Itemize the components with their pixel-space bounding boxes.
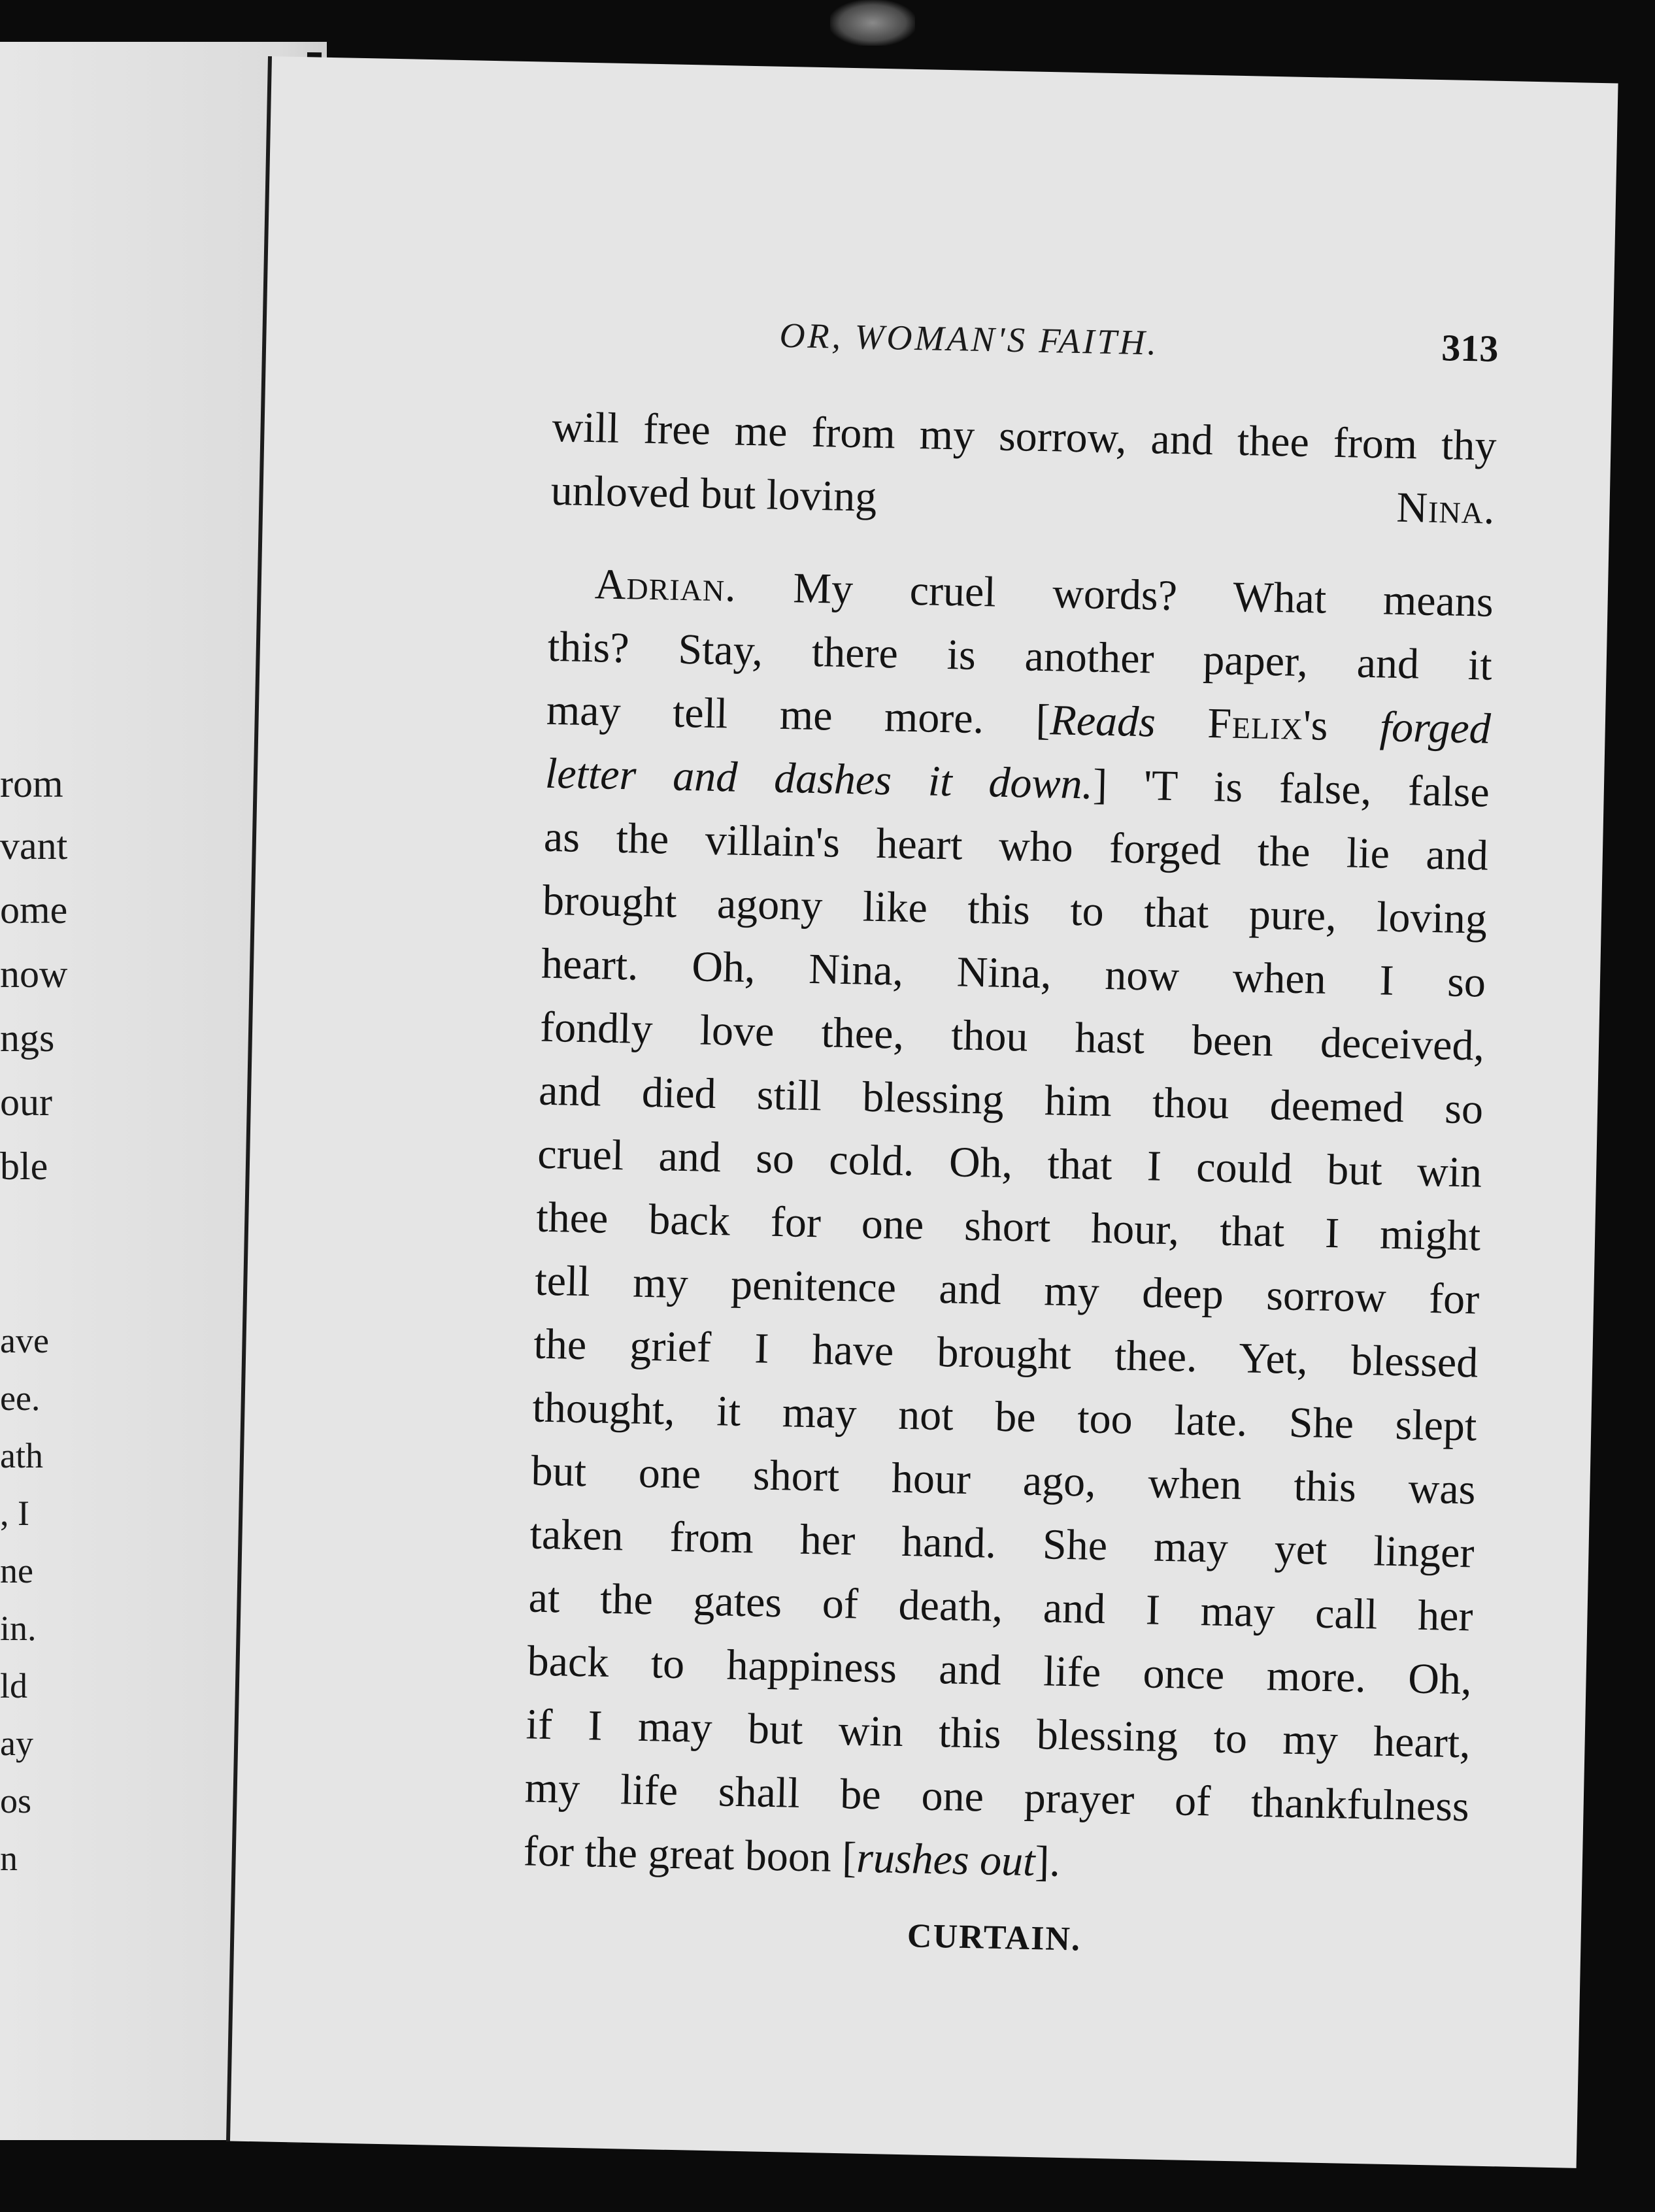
text-line: tell my penitence and my deep sorrow for bbox=[534, 1256, 1480, 1324]
running-title: OR, WOMAN'S FAITH. bbox=[778, 315, 1160, 363]
left-text-fragment: ee. bbox=[0, 1379, 41, 1418]
left-text-fragment: rom bbox=[0, 762, 63, 805]
text-line: the grief I have brought thee. Yet, blessed bbox=[533, 1320, 1479, 1387]
text-line: my life shall be one prayer of thankfulness bbox=[524, 1764, 1470, 1831]
left-text-fragment: in. bbox=[0, 1609, 37, 1648]
left-text-fragment: ne bbox=[0, 1551, 33, 1590]
text-line: fondly love thee, thou hast been deceived, bbox=[539, 1003, 1485, 1070]
letter-closing-text: unloved but loving bbox=[550, 466, 878, 521]
text-run: ]. bbox=[1034, 1837, 1061, 1886]
curtain-label: CURTAIN. bbox=[907, 1917, 1082, 1958]
stage-direction: Reads bbox=[1049, 696, 1156, 746]
text-line: brought agony like this to that pure, loving bbox=[542, 876, 1488, 943]
text-line: this? Stay, there is another paper, and it bbox=[547, 622, 1493, 690]
stage-direction: forged bbox=[1379, 703, 1492, 753]
page-content bbox=[521, 310, 1499, 2000]
left-text-fragment: ave bbox=[0, 1321, 49, 1360]
right-page bbox=[226, 56, 1618, 2168]
text-run: may tell me more. [ bbox=[546, 686, 1051, 745]
character-name: Felix bbox=[1207, 699, 1304, 749]
text-line: thee back for one short hour, that I might bbox=[535, 1193, 1481, 1260]
letter-signature: Nina. bbox=[1396, 483, 1496, 533]
text-line: at the gates of death, and I may call her bbox=[528, 1573, 1474, 1641]
text-line: thought, it may not be too late. She slept bbox=[531, 1383, 1478, 1450]
text-run: for the great boon [ bbox=[523, 1827, 858, 1882]
text-line: and died still blessing him thou deemed so bbox=[538, 1066, 1484, 1133]
left-text-fragment: ath bbox=[0, 1436, 43, 1475]
text-line: as the villain's heart who forged the lie and bbox=[543, 813, 1489, 880]
left-text-fragment: now bbox=[0, 952, 68, 996]
left-text-fragment: , I bbox=[0, 1494, 29, 1533]
left-text-fragment: ngs bbox=[0, 1016, 55, 1060]
left-text-fragment: ay bbox=[0, 1724, 33, 1763]
text-line: taken from her hand. She may yet linger bbox=[529, 1510, 1475, 1577]
text-line: will free me from my sorrow, and thee from thy bbox=[551, 403, 1497, 470]
text-run: ] 'T is false, false bbox=[1092, 760, 1490, 816]
text-line: if I may but win this blessing to my heart, bbox=[526, 1700, 1471, 1768]
stage-direction: rushes out bbox=[856, 1834, 1036, 1886]
page-number: 313 bbox=[1441, 326, 1499, 370]
left-text-fragment: ome bbox=[0, 888, 68, 931]
scan-blot bbox=[830, 0, 915, 46]
left-text-fragment: vant bbox=[0, 824, 68, 867]
speaker-name: Adrian. bbox=[594, 560, 737, 611]
left-text-fragment: n bbox=[0, 1839, 18, 1878]
left-text-fragment: ld bbox=[0, 1666, 28, 1705]
text-line: back to happiness and life once more. Oh, bbox=[527, 1637, 1473, 1704]
running-head bbox=[553, 310, 1499, 388]
stage-direction: letter and dashes it down. bbox=[544, 749, 1094, 809]
text-line: heart. Oh, Nina, Nina, now when I so bbox=[541, 939, 1486, 1007]
left-text-fragment: os bbox=[0, 1781, 32, 1820]
text-line: but one short hour ago, when this was bbox=[530, 1447, 1477, 1514]
text-run: 's bbox=[1303, 701, 1380, 751]
left-text-fragment: our bbox=[0, 1081, 52, 1124]
speech-text: My cruel words? What means bbox=[735, 563, 1494, 626]
left-text-fragment: ble bbox=[0, 1145, 48, 1188]
text-line: cruel and so cold. Oh, that I could but win bbox=[537, 1130, 1482, 1197]
